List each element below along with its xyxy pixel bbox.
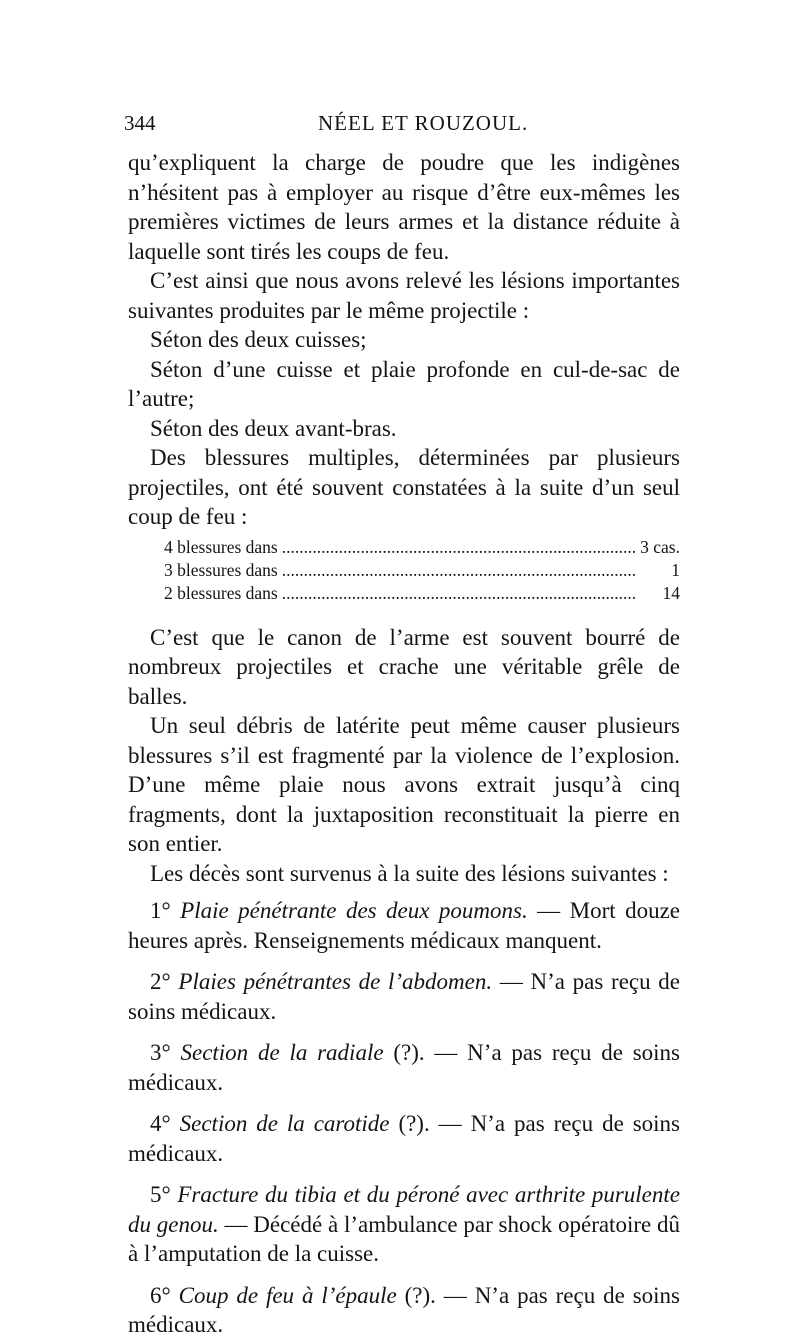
paragraph: Les décès sont survenus à la suite des lésions suivantes : — [150, 860, 669, 886]
item-number: 4° — [150, 1111, 171, 1136]
item-number: 3° — [150, 1040, 171, 1065]
item-cause: Plaie pénétrante des deux poumons. — [180, 898, 528, 923]
item-cause: Fracture du tibia et du péroné avec arthrite purulente du genou. — [128, 1182, 680, 1237]
item-cause: Plaies pénétrantes de l’abdomen. — [178, 969, 493, 994]
death-item — [128, 896, 680, 955]
item-note: — Mort douze heures après. Renseignements médicaux manquent. — [128, 898, 680, 953]
dot-leader — [282, 559, 636, 582]
row-value: 3 cas. — [640, 536, 680, 557]
death-item — [128, 1281, 680, 1340]
page-header — [124, 111, 680, 141]
paragraph: C’est que le canon de l’arme est souvent bourré de nombreux projectiles et crache une véritable grêle de balles. — [128, 624, 680, 709]
item-note: — N’a pas reçu de soins médicaux. — [128, 969, 681, 1024]
death-item — [128, 1038, 680, 1097]
table-row — [128, 536, 680, 559]
spacer — [128, 888, 680, 896]
list-item: Séton des deux avant-bras. — [150, 415, 397, 441]
item-number: 1° — [150, 898, 171, 923]
row-label: 4 blessures dans — [164, 536, 278, 557]
table-row — [128, 559, 680, 582]
death-item — [128, 1180, 680, 1269]
table-row — [128, 582, 680, 605]
paragraph: qu’expliquent la charge de poudre que les indigènes n’hésitent pas à employer au risque d’être eux-mêmes les premières victimes de leurs armes et la distance réduite à laquelle sont tirés les coups de feu. — [128, 150, 680, 264]
paragraph: Un seul débris de latérite peut même causer plusieurs blessures s’il est fragmenté par la violence de l’explosion. D’une même plaie nous avons extrait jusqu’à cinq fragments, dont la juxtaposition reconstituait la pierre en son entier. — [128, 713, 680, 856]
item-note: — Décédé à l’ambulance par shock opératoire dû à l’amputation de la cuisse. — [128, 1211, 680, 1266]
list-item: Séton d’une cuisse et plaie profonde en cul-de-sac de l’autre; — [128, 356, 680, 411]
item-cause: Section de la radiale — [180, 1040, 384, 1065]
row-value: 1 — [671, 559, 680, 580]
row-label: 3 blessures dans — [164, 559, 278, 580]
death-item — [128, 967, 680, 1026]
dot-leader — [282, 582, 636, 605]
spacer — [128, 1097, 680, 1109]
paragraph: Des blessures multiples, déterminées par plusieurs projectiles, ont été souvent constatées à la suite d’un seul coup de feu : — [128, 445, 680, 529]
item-note: (?). — N’a pas reçu de soins médicaux. — [128, 1040, 680, 1095]
row-value: 14 — [662, 582, 680, 603]
item-number: 2° — [150, 969, 171, 994]
item-note: (?). — N’a pas reçu de soins médicaux. — [128, 1282, 680, 1337]
spacer — [128, 1269, 680, 1281]
item-cause: Section de la carotide — [179, 1111, 390, 1136]
list-item: Séton des deux cuisses; — [150, 327, 367, 352]
running-title: NÉEL ET ROUZOUL. — [318, 111, 529, 135]
item-number: 6° — [150, 1282, 171, 1308]
item-number: 5° — [150, 1182, 171, 1207]
page-number: 344 — [124, 111, 156, 135]
wound-count-table — [128, 536, 680, 605]
spacer — [128, 955, 680, 967]
spacer — [128, 1168, 680, 1180]
paragraph: C’est ainsi que nous avons relevé les lésions importantes suivantes produites par le même projectile : — [128, 268, 680, 323]
death-item — [128, 1109, 680, 1168]
dot-leader — [282, 536, 636, 559]
item-note: (?). — N’a pas reçu de soins médicaux. — [128, 1111, 680, 1166]
spacer — [128, 1026, 680, 1038]
body-text — [128, 148, 680, 1340]
row-label: 2 blessures dans — [164, 582, 278, 603]
item-cause: Coup de feu à l’épaule — [178, 1282, 397, 1308]
